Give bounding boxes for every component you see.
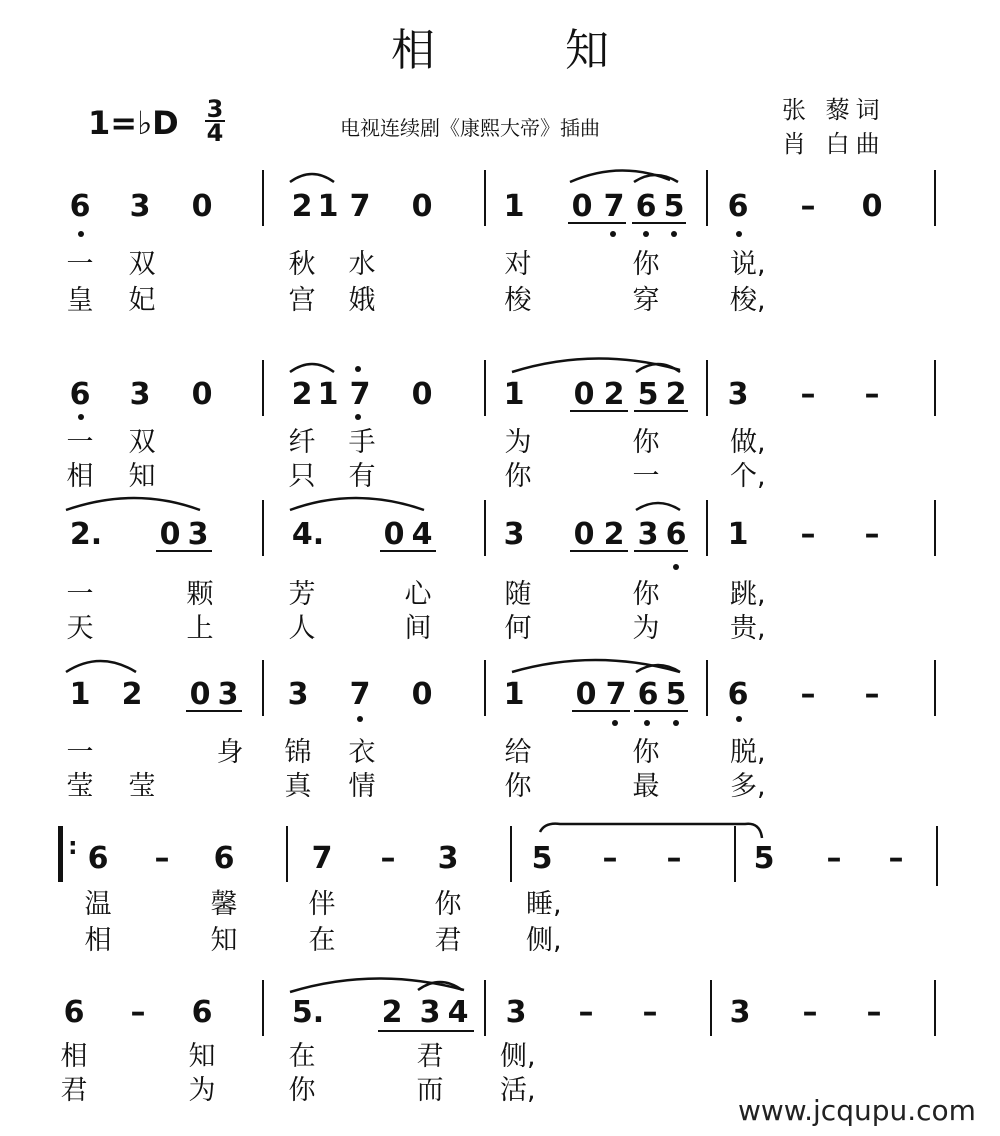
barline — [936, 826, 938, 886]
note: 5 — [665, 677, 687, 712]
beam — [156, 550, 212, 552]
octave-dot — [78, 414, 84, 420]
lyric: 随 — [504, 579, 532, 610]
beam — [634, 550, 688, 552]
lyric: 相 — [84, 925, 112, 956]
barline — [706, 360, 708, 416]
meter-bottom: 4 — [206, 119, 224, 147]
beam — [378, 1030, 474, 1032]
lyric: 对 — [504, 249, 532, 280]
note: – — [864, 677, 880, 712]
lyric: 相 — [60, 1041, 88, 1072]
octave-dot — [610, 231, 616, 237]
barline — [934, 360, 936, 416]
octave-dot — [673, 720, 679, 726]
note: 5 — [753, 841, 775, 876]
lyric: 你 — [434, 889, 462, 920]
lyric: 你 — [632, 249, 660, 280]
lyric: 你 — [504, 771, 532, 802]
note: 2 — [603, 517, 625, 552]
lyric: 为 — [632, 613, 660, 644]
repeat-start-barline — [58, 826, 63, 882]
lyric: 水 — [348, 249, 376, 280]
lyric: 身 — [216, 737, 244, 768]
lyric: 真 — [284, 771, 312, 802]
barline — [484, 170, 486, 226]
note: – — [864, 517, 880, 552]
lyric: 相 — [66, 461, 94, 492]
lyric: 馨 — [210, 889, 238, 920]
barline — [706, 660, 708, 716]
note: 6 — [69, 189, 91, 224]
note: 1 — [727, 517, 749, 552]
key-text: 1=♭D — [88, 104, 179, 142]
lyric: 君 — [434, 925, 462, 956]
note: 7 — [311, 841, 333, 876]
lyric: 君 — [416, 1041, 444, 1072]
note: – — [800, 677, 816, 712]
barline — [934, 500, 936, 556]
note: – — [642, 995, 658, 1030]
note: – — [130, 995, 146, 1030]
note: 0 — [383, 517, 405, 552]
lyric: 你 — [632, 737, 660, 768]
note: 3 — [129, 189, 151, 224]
lyric: 给 — [504, 737, 532, 768]
note: 7 — [349, 189, 371, 224]
lyric: 在 — [308, 925, 336, 956]
lyric: 皇 — [66, 285, 94, 316]
lyric: 手 — [348, 427, 376, 458]
note: 0 — [411, 189, 433, 224]
barline — [262, 980, 264, 1036]
note: – — [800, 189, 816, 224]
note: 0 — [411, 377, 433, 412]
lyric: 穿 — [632, 285, 660, 316]
lyric: 芳 — [288, 579, 316, 610]
note: 6 — [213, 841, 235, 876]
beam — [634, 410, 688, 412]
lyric: 人 — [288, 613, 316, 644]
barline — [262, 500, 264, 556]
key-signature — [88, 104, 179, 142]
lyric: 知 — [210, 925, 238, 956]
composer-credit: 肖 白曲 — [782, 130, 886, 158]
note: – — [888, 841, 904, 876]
note: 7 — [349, 677, 371, 712]
barline — [706, 170, 708, 226]
beam — [570, 550, 628, 552]
octave-dot — [355, 414, 361, 420]
lyric: 妃 — [128, 285, 156, 316]
lyric: 侧, — [526, 925, 562, 956]
lyric: 一 — [632, 461, 660, 492]
note: – — [602, 841, 618, 876]
note: 2 — [291, 377, 313, 412]
note: – — [154, 841, 170, 876]
lyric: 你 — [632, 579, 660, 610]
note: 3 — [727, 377, 749, 412]
lyric: 跳, — [730, 579, 766, 610]
barline — [262, 360, 264, 416]
lyric: 为 — [188, 1075, 216, 1106]
lyric: 双 — [128, 427, 156, 458]
lyric: 只 — [288, 461, 316, 492]
note: 0 — [191, 189, 213, 224]
note: 4 — [411, 517, 433, 552]
lyric: 有 — [348, 461, 376, 492]
barline — [484, 980, 486, 1036]
lyric: 一 — [66, 579, 94, 610]
octave-dot — [673, 564, 679, 570]
barline — [706, 500, 708, 556]
note: 2 — [381, 995, 403, 1030]
octave-dot — [671, 231, 677, 237]
beam — [380, 550, 436, 552]
lyric: 侧, — [500, 1041, 536, 1072]
note: 7 — [605, 677, 627, 712]
octave-dot — [644, 720, 650, 726]
note: 0 — [573, 377, 595, 412]
note: 1 — [503, 189, 525, 224]
lyric: 个, — [730, 461, 766, 492]
octave-dot — [736, 716, 742, 722]
note: 6 — [665, 517, 687, 552]
note: 5. — [291, 995, 325, 1030]
note: 6 — [69, 377, 91, 412]
note: – — [800, 377, 816, 412]
lyric: 做, — [730, 427, 766, 458]
note: 3 — [637, 517, 659, 552]
note: 0 — [189, 677, 211, 712]
note: 4. — [291, 517, 325, 552]
note: 6 — [637, 677, 659, 712]
barline — [934, 980, 936, 1036]
lyric: 睡, — [526, 889, 562, 920]
note: 6 — [635, 189, 657, 224]
barline — [484, 660, 486, 716]
lyric: 双 — [128, 249, 156, 280]
lyric: 秋 — [288, 249, 316, 280]
note: 6 — [727, 189, 749, 224]
lyric: 颗 — [186, 579, 214, 610]
lyric: 纤 — [288, 427, 316, 458]
repeat-dots: : — [68, 832, 78, 860]
time-signature — [205, 95, 225, 147]
barline — [734, 826, 736, 882]
lyric: 脱, — [730, 737, 766, 768]
barline — [934, 660, 936, 716]
lyric: 锦 — [284, 737, 312, 768]
note: 3 — [187, 517, 209, 552]
lyric: 梭, — [730, 285, 766, 316]
lyric: 你 — [288, 1075, 316, 1106]
lyric: 伴 — [308, 889, 336, 920]
lyric: 温 — [84, 889, 112, 920]
note: 7 — [603, 189, 625, 224]
lyric: 知 — [188, 1041, 216, 1072]
note: – — [866, 995, 882, 1030]
lyric: 梭 — [504, 285, 532, 316]
barline — [262, 170, 264, 226]
note: 3 — [419, 995, 441, 1030]
note: 5 — [637, 377, 659, 412]
watermark: www.jcqupu.com — [738, 1094, 976, 1127]
note: 5 — [531, 841, 553, 876]
note: 6 — [63, 995, 85, 1030]
lyric: 宫 — [288, 285, 316, 316]
lyric: 天 — [66, 613, 94, 644]
lyric: 你 — [504, 461, 532, 492]
octave-dot — [736, 231, 742, 237]
note: 6 — [727, 677, 749, 712]
lyric: 说, — [730, 249, 766, 280]
note: 0 — [861, 189, 883, 224]
lyric: 莹 — [128, 771, 156, 802]
lyric: 莹 — [66, 771, 94, 802]
note: 6 — [87, 841, 109, 876]
octave-dot — [78, 231, 84, 237]
lyric: 心 — [404, 579, 432, 610]
barline — [262, 660, 264, 716]
barline — [484, 500, 486, 556]
note: 2 — [291, 189, 313, 224]
lyric: 而 — [416, 1075, 444, 1106]
note: – — [800, 517, 816, 552]
note: 3 — [505, 995, 527, 1030]
lyric: 一 — [66, 427, 94, 458]
lyric: 一 — [66, 249, 94, 280]
note: 1 — [317, 189, 339, 224]
note: 3 — [729, 995, 751, 1030]
lyric: 为 — [504, 427, 532, 458]
lyric: 活, — [500, 1075, 536, 1106]
note: 0 — [573, 517, 595, 552]
note: 3 — [217, 677, 239, 712]
note: 1 — [503, 677, 525, 712]
note: 3 — [129, 377, 151, 412]
song-title: 相知 — [391, 25, 739, 76]
meter-top: 3 — [206, 95, 224, 123]
note: 0 — [159, 517, 181, 552]
note: 3 — [503, 517, 525, 552]
song-subtitle: 电视连续剧《康熙大帝》插曲 — [340, 116, 600, 140]
note: 0 — [575, 677, 597, 712]
lyric: 一 — [66, 737, 94, 768]
note: 2 — [665, 377, 687, 412]
lyric: 贵, — [730, 613, 766, 644]
note: – — [578, 995, 594, 1030]
beam — [632, 222, 686, 224]
lyric: 多, — [730, 771, 766, 802]
beam — [634, 710, 688, 712]
barline — [286, 826, 288, 882]
note: 4 — [447, 995, 469, 1030]
note: – — [666, 841, 682, 876]
barline — [934, 170, 936, 226]
lyric: 娥 — [348, 285, 376, 316]
note: 3 — [437, 841, 459, 876]
note: – — [826, 841, 842, 876]
octave-dot — [612, 720, 618, 726]
note: – — [802, 995, 818, 1030]
octave-dot — [643, 231, 649, 237]
note: 7 — [349, 377, 371, 412]
barline — [484, 360, 486, 416]
octave-dot — [355, 366, 361, 372]
lyric: 间 — [404, 613, 432, 644]
lyricist-credit: 张 藜词 — [782, 96, 886, 124]
lyric: 情 — [348, 771, 376, 802]
lyric: 知 — [128, 461, 156, 492]
note: – — [864, 377, 880, 412]
barline — [510, 826, 512, 882]
beam — [570, 410, 628, 412]
note: 0 — [571, 189, 593, 224]
barline — [710, 980, 712, 1036]
beam — [568, 222, 626, 224]
note: – — [380, 841, 396, 876]
lyric: 何 — [504, 613, 532, 644]
note: 2 — [121, 677, 143, 712]
note: 2 — [603, 377, 625, 412]
note: 5 — [663, 189, 685, 224]
beam — [186, 710, 242, 712]
note: 1 — [503, 377, 525, 412]
note: 1 — [317, 377, 339, 412]
note: 6 — [191, 995, 213, 1030]
note: 2. — [69, 517, 103, 552]
note: 1 — [69, 677, 91, 712]
beam — [572, 710, 630, 712]
lyric: 你 — [632, 427, 660, 458]
lyric: 最 — [632, 771, 660, 802]
note: 0 — [191, 377, 213, 412]
octave-dot — [357, 716, 363, 722]
lyric: 在 — [288, 1041, 316, 1072]
note: 0 — [411, 677, 433, 712]
lyric: 衣 — [348, 737, 376, 768]
lyric: 上 — [186, 613, 214, 644]
note: 3 — [287, 677, 309, 712]
lyric: 君 — [60, 1075, 88, 1106]
